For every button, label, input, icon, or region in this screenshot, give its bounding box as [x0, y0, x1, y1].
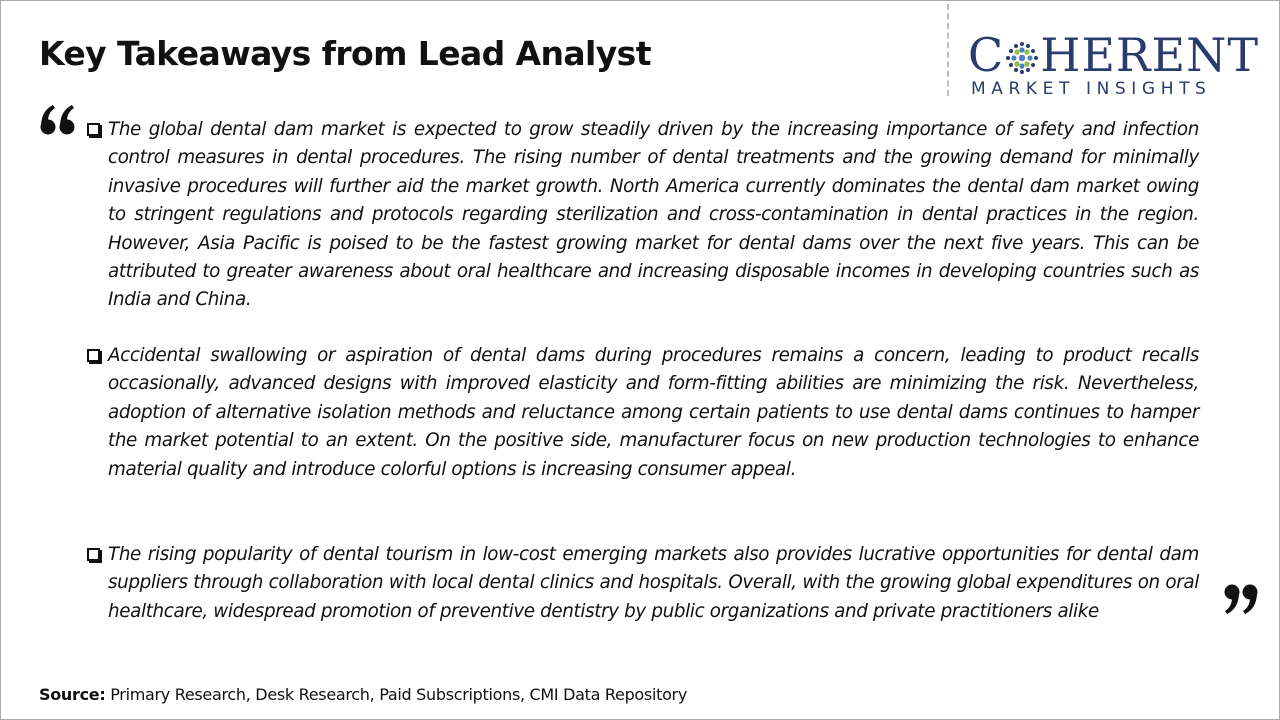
takeaway-bullet-1 [87, 116, 1201, 315]
logo-letter-c: C [968, 28, 1005, 82]
page-title: Key Takeaways from Lead Analyst [39, 34, 651, 73]
logo-wordmark [968, 30, 1259, 84]
header-divider [947, 4, 949, 96]
logo-tagline: MARKET INSIGHTS [971, 79, 1212, 99]
globe-dots-icon [1005, 34, 1039, 84]
takeaway-bullet-2 [87, 342, 1201, 484]
checkbox-bullet-icon [87, 349, 100, 362]
bullet-text: The rising popularity of dental tourism in low-cost emerging markets also provides lucrative opportunities for dental dam suppliers through collaboration with local dental clinics and hospitals. Overall, with the growing global expenditures on oral healthcare, widespread promotion of preventive dentistry by public organizations and private practitioners alike [108, 544, 1199, 622]
bullet-text: Accidental swallowing or aspiration of dental dams during procedures remains a concern, leading to product recalls occasionally, advanced designs with improved elasticity and form-fitting abilities are minimizing the risk. Nevertheless, adoption of alternative isolation methods and reluctance among certain patients to use dental dams continues to hamper the market potential to an extent. On the positive side, manufacturer focus on new production technologies to enhance material quality and introduce colorful options is increasing consumer appeal. [108, 345, 1199, 480]
company-logo [968, 30, 1260, 100]
close-quote-icon [1224, 584, 1258, 620]
bullet-text: The global dental dam market is expected to grow steadily driven by the increasing importance of safety and infection control measures in dental procedures. The rising number of dental treatments and the growing demand for minimally invasive procedures will further aid the market growth. North America currently dominates the dental dam market owing to stringent regulations and protocols regarding sterilization and cross-contamination in dental practices in the region. However, Asia Pacific is poised to be the fastest growing market for dental dams over the next five years. This can be attributed to greater awareness about oral healthcare and increasing disposable incomes in developing countries such as India and China. [108, 119, 1199, 311]
source-label: Source: [39, 685, 106, 704]
source-text: Primary Research, Desk Research, Paid Subscriptions, CMI Data Repository [105, 685, 688, 704]
source-line [39, 685, 687, 704]
checkbox-bullet-icon [87, 123, 100, 136]
logo-letters-rest: HERENT [1040, 28, 1260, 82]
checkbox-bullet-icon [87, 548, 100, 561]
takeaway-bullet-3 [87, 541, 1201, 626]
open-quote-icon [40, 104, 76, 140]
